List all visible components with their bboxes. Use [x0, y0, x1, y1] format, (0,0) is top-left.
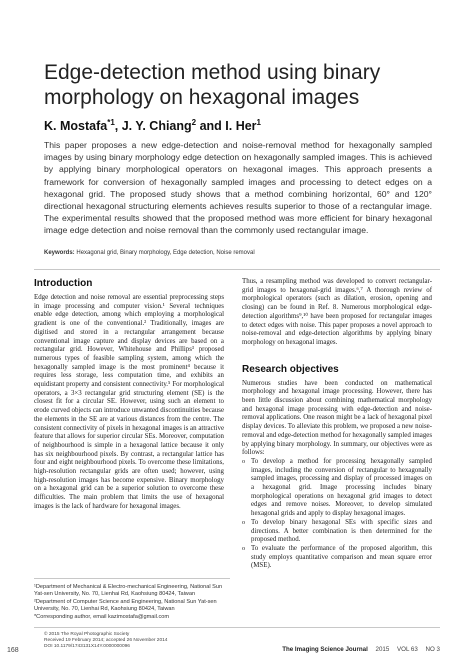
keywords-label: Keywords:: [44, 250, 75, 256]
author-name: J. Y. Chiang: [121, 119, 192, 134]
introduction-text: Edge detection and noise removal are essential preprocessing steps in image processing and computer vision.¹ Several techniques enable edge detection, among which employing a morphological gradient is one of the conventional.² Traditionally, images are digitised and stored in a rectangular arrangement because conventional image capture and display devices are based on a rectangular grid. However, Whitehouse and Phillips³ proposed numerous types of feasible sampling system, among which the hexagonally sampled image is the most prominent⁴ because it requires less storage, less computation time, and exhibits an equidistant property and consistent connectivity.⁵ For morphological operators, a 3×3 rectangular grid structuring element (SE) is the closest fit for a circular SE. However, using such an element to erode curved objects can introduce unwanted discontinuities because the elements in the SE are at various distances from the centre. The consistent connectivity of pixels in hexagonal images is an attractive feature that allows for superior circular SEs. Moreover, computation of neighbourhood is simple in a hexagonal lattice because it only has six neighbourhood pixels. By contrast, a rectangular lattice has four and eight neighbourhood pixels. To overcome these limitations, high-resolution rectangular grids are often used; however, using high-resolution images has become expensive. Binary morphology on a hexagonal grid can be a superior solution to overcome these difficulties. The main problem that limits the use of hexagonal images is the lack of hardware for hexagonal images.: [34, 294, 224, 510]
keywords: [44, 250, 432, 256]
journal-volume: VOL 63: [397, 646, 418, 653]
footnote-affiliation-2: ²Department of Computer Science and Engineering, National Sun Yat-sen University, No. 70, Lienhai Rd, Kaohsiung 80424, Taiwan: [34, 599, 217, 612]
received-dates: Received 19 February 2014; accepted 26 November 2014: [44, 637, 168, 643]
list-item: o To develop a method for processing hexagonally sampled images, including the conversion of rectangular to hexagonally sampled images, processing and display of processed images on a hexagonal grid. Image processing includes binary morphological operations on hexagonal grid images to detect edges and remove noises. Moreover, to develop simulated hexagonal grids and apply to display hexagonal images.: [242, 458, 432, 519]
journal-name: The Imaging Science Journal: [282, 646, 368, 653]
author-name: I. Her: [225, 119, 257, 134]
author-marks: *1: [107, 118, 115, 127]
journal-issue: NO 3: [425, 646, 440, 653]
objectives-list: [242, 458, 432, 571]
section-heading-introduction: Introduction: [34, 278, 93, 289]
footnote-corresponding-author: *Corresponding author, email kazimostafa@gmail.com: [34, 614, 170, 621]
objectives-text: Numerous studies have been conducted on mathematical morphology and hexagonal image processing. However, there has been little discussion about combining mathematical morphology and hexagonal image processing with edge-detection and noise-removal applications. One reason might be a lack of hexagonal pixel display devices. To alleviate this problem, we proposed a new noise-removal and edge-detection method for hexagonally sampled images by applying binary morphology. In summary, our objectives were as follows:: [242, 379, 433, 457]
introduction-continued-text: Thus, a resampling method was developed to convert rectangular-grid images to hexagonal-grid images.⁶,⁷ A thorough review of morphological operators (such as dilation, erosion, opening and closing) can be found in Ref. 8. Numerous morphological edge-detection algorithms⁹,¹⁰ have been proposed for rectangular images to detect edges with noise. This paper proposes a novel approach to noise-removal and edge-detection algorithms by applying binary morphology on hexagonal images.: [242, 278, 432, 346]
publication-info: [44, 632, 244, 649]
page-number: 168: [7, 647, 19, 654]
abstract: This paper proposes a new edge-detection and noise-removal method for hexagonally sampled images by using binary morphology edge detection on hexagonally sampled images. This is achieved by applying binary morphological operators on hexagonal images. This approach presents a framework for conversion of hexagonally sampled images and processing to detect edges on a hexagonal grid. The proposed study shows that a method combining horizontal, 60° and 120° directional hexagonal structuring elements achieves results superior to those of a rectangular image. The experimental results showed that the proposed method was more efficient for binary hexagonal image edge detection and noise removal than the commonly used rectangular image.: [44, 140, 432, 236]
author-marks: 1: [256, 118, 261, 127]
divider: [34, 269, 440, 270]
author-list: [44, 118, 444, 133]
copyright: © 2015 The Royal Photographic Society: [44, 632, 130, 637]
doi: DOI 10.1179/1743131X14Y.0000000096: [44, 643, 130, 649]
section-heading-objectives: Research objectives: [242, 363, 339, 375]
author-separator: ,: [114, 119, 122, 134]
keywords-list: Hexagonal grid, Binary morphology, Edge detection, Noise removal: [76, 250, 255, 256]
author-marks: 2: [191, 118, 197, 127]
right-column: [242, 278, 432, 571]
footnote-divider: [34, 578, 230, 579]
author-separator: and: [196, 119, 226, 134]
paper-title: Edge-detection method using binary morphology on hexagonal images: [44, 61, 381, 109]
author-name: K. Mostafa: [44, 119, 108, 134]
journal-footer: [282, 646, 440, 653]
list-item: o To evaluate the performance of the proposed algorithm, this study employs quantitative comparison and mean square error (MSE).: [242, 545, 432, 571]
left-column: [34, 278, 224, 512]
list-item: o To develop binary hexagonal SEs with specific sizes and directions. A better combination is then determined for the proposed method.: [242, 519, 432, 545]
footnotes: [34, 584, 229, 623]
footer-divider: [34, 627, 440, 628]
journal-year: 2015: [375, 646, 390, 653]
footnote-affiliation-1: ¹Department of Mechanical & Electro-mechanical Engineering, National Sun Yat-sen University, No. 70, Lienhai Rd, Kaohsiung 80424, Taiwan: [34, 584, 223, 597]
